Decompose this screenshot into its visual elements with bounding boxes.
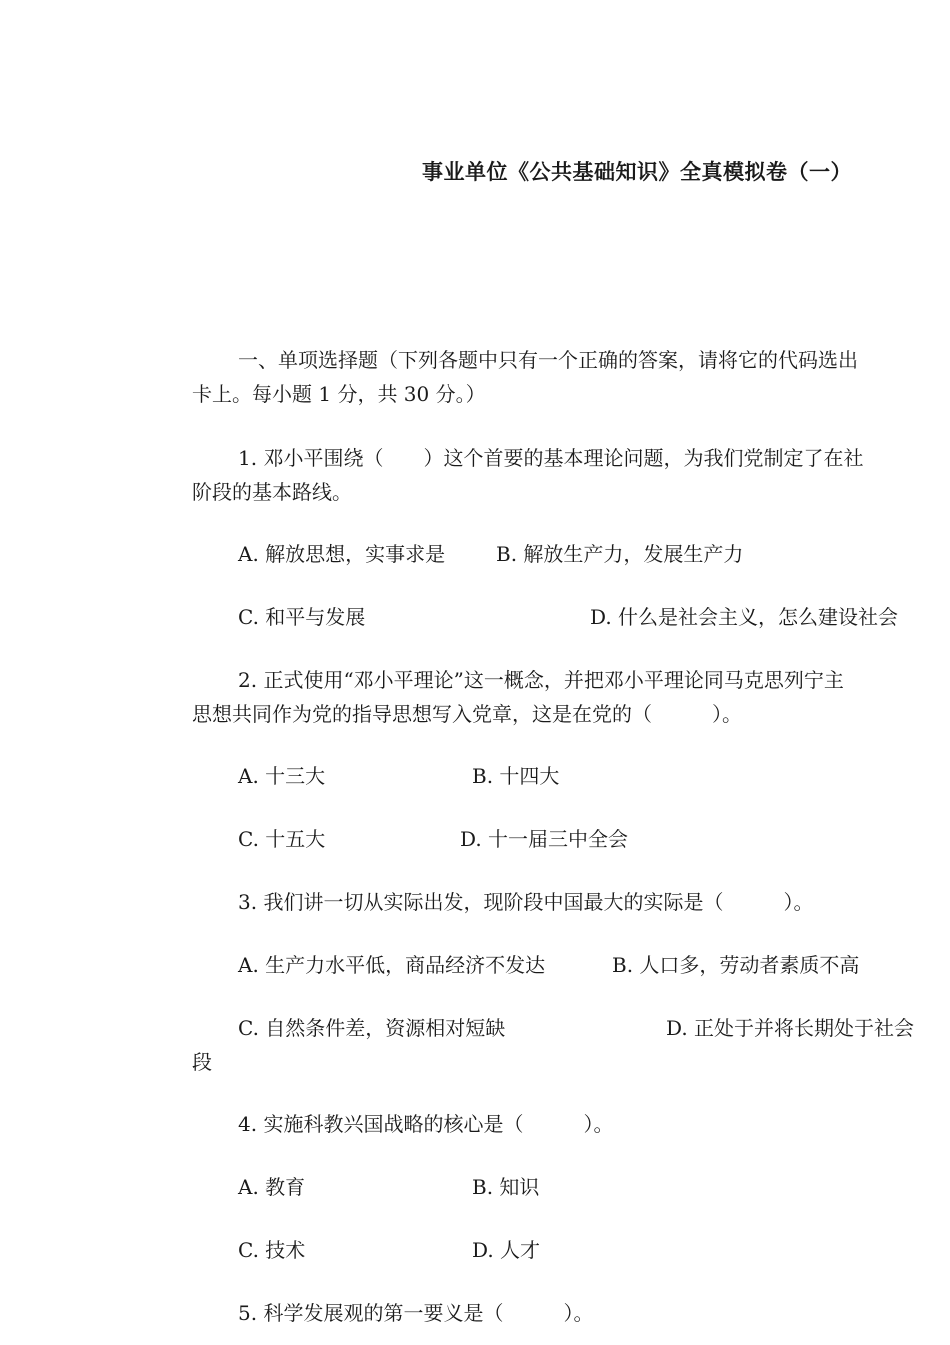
question-4-option-c: C. 技术 — [238, 1238, 306, 1262]
section-heading-continued: 卡上。每小题 1 分，共 30 分。） — [192, 382, 486, 406]
question-4-option-d: D. 人才 — [472, 1238, 541, 1262]
question-3-option-a: A. 生产力水平低，商品经济不发达 — [238, 953, 546, 977]
section-heading: 一、单项选择题（下列各题中只有一个正确的答案，请将它的代码选出 — [238, 348, 858, 372]
question-1-option-c: C. 和平与发展 — [238, 605, 366, 629]
question-1-option-d: D. 什么是社会主义，怎么建设社会 — [590, 605, 899, 629]
question-2-stem-continued: 思想共同作为党的指导思想写入党章，这是在党的（ ）。 — [192, 702, 742, 726]
question-4-option-b: B. 知识 — [472, 1175, 540, 1199]
question-4-stem: 4. 实施科教兴国战略的核心是（ ）。 — [238, 1112, 614, 1136]
question-2-stem: 2. 正式使用“邓小平理论”这一概念，并把邓小平理论同马克思列宁主 — [238, 668, 844, 692]
question-3-stem: 3. 我们讲一切从实际出发，现阶段中国最大的实际是（ ）。 — [238, 890, 814, 914]
question-2-option-a: A. 十三大 — [238, 764, 326, 788]
question-2-option-d: D. 十一届三中全会 — [460, 827, 629, 851]
question-1-option-b: B. 解放生产力，发展生产力 — [496, 542, 744, 566]
question-3-option-d-continued: 段 — [192, 1050, 212, 1074]
question-4-option-a: A. 教育 — [238, 1175, 306, 1199]
question-3-option-b: B. 人口多，劳动者素质不高 — [612, 953, 860, 977]
question-1-option-a: A. 解放思想，实事求是 — [238, 542, 446, 566]
question-2-option-c: C. 十五大 — [238, 827, 326, 851]
question-3-option-c: C. 自然条件差，资源相对短缺 — [238, 1016, 506, 1040]
question-1-stem: 1. 邓小平围绕（ ）这个首要的基本理论问题，为我们党制定了在社 — [238, 446, 864, 470]
question-1-stem-continued: 阶段的基本路线。 — [192, 480, 352, 504]
question-2-option-b: B. 十四大 — [472, 764, 560, 788]
question-3-option-d: D. 正处于并将长期处于社会 — [666, 1016, 915, 1040]
document-title: 事业单位《公共基础知识》全真模拟卷（一） — [422, 159, 852, 184]
question-5-stem: 5. 科学发展观的第一要义是（ ）。 — [238, 1301, 594, 1325]
